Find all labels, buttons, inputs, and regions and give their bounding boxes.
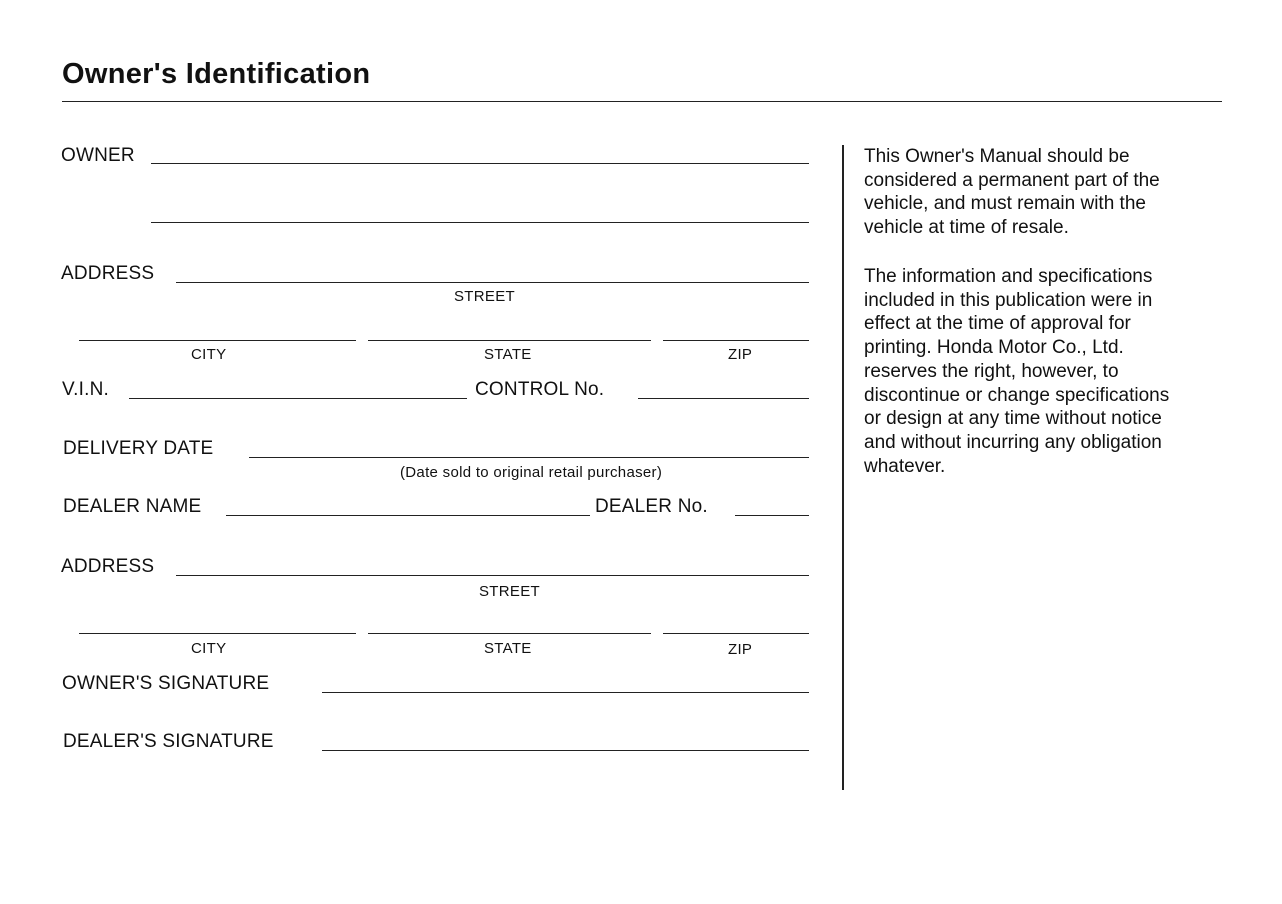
owner-city-line[interactable] — [79, 340, 356, 341]
title-divider — [62, 101, 1222, 102]
owner-label: OWNER — [61, 145, 135, 166]
dealer-street-hint: STREET — [479, 583, 540, 600]
dealer-zip-hint: ZIP — [728, 641, 753, 658]
owner-state-line[interactable] — [368, 340, 651, 341]
dealer-state-hint: STATE — [484, 640, 532, 657]
control-no-line[interactable] — [638, 398, 809, 399]
dealer-signature-label: DEALER'S SIGNATURE — [63, 731, 274, 752]
delivery-date-line[interactable] — [249, 457, 809, 458]
control-no-label: CONTROL No. — [475, 379, 605, 400]
delivery-date-hint: (Date sold to original retail purchaser) — [400, 464, 663, 481]
vin-line[interactable] — [129, 398, 467, 399]
owner-signature-line[interactable] — [322, 692, 809, 693]
dealer-name-line[interactable] — [226, 515, 590, 516]
dealer-name-label: DEALER NAME — [63, 496, 202, 517]
delivery-date-label: DELIVERY DATE — [63, 438, 214, 459]
owner-city-hint: CITY — [191, 346, 227, 363]
column-divider — [842, 145, 844, 790]
ownership-note: This Owner's Manual should be considered a permanent part of the vehicle, and must remain with the vehicle at time of resale. — [864, 146, 1160, 239]
owner-zip-hint: ZIP — [728, 346, 753, 363]
owner-street-line[interactable] — [176, 282, 809, 283]
page-title: Owner's Identification — [62, 58, 371, 90]
owner-state-hint: STATE — [484, 346, 532, 363]
owner-street-hint: STREET — [454, 288, 515, 305]
dealer-no-label: DEALER No. — [595, 496, 708, 517]
dealer-zip-line[interactable] — [663, 633, 809, 634]
dealer-address-label: ADDRESS — [61, 556, 155, 577]
dealer-signature-line[interactable] — [322, 750, 809, 751]
specifications-disclaimer: The information and specifications included in this publication were in effect at the time of approval for printing. Honda Motor Co., Ltd. reserves the right, however, to discontinue or change specifications or design at any time without notice and without incurring any obligation whatever. — [864, 266, 1170, 477]
owner-signature-label: OWNER'S SIGNATURE — [62, 673, 270, 694]
dealer-state-line[interactable] — [368, 633, 651, 634]
dealer-street-line[interactable] — [176, 575, 809, 576]
owner-address-label: ADDRESS — [61, 263, 155, 284]
dealer-city-line[interactable] — [79, 633, 356, 634]
owner-name-line-2[interactable] — [151, 222, 809, 223]
dealer-no-line[interactable] — [735, 515, 809, 516]
dealer-city-hint: CITY — [191, 640, 227, 657]
owner-zip-line[interactable] — [663, 340, 809, 341]
owner-name-line-1[interactable] — [151, 163, 809, 164]
vin-label: V.I.N. — [62, 379, 109, 400]
